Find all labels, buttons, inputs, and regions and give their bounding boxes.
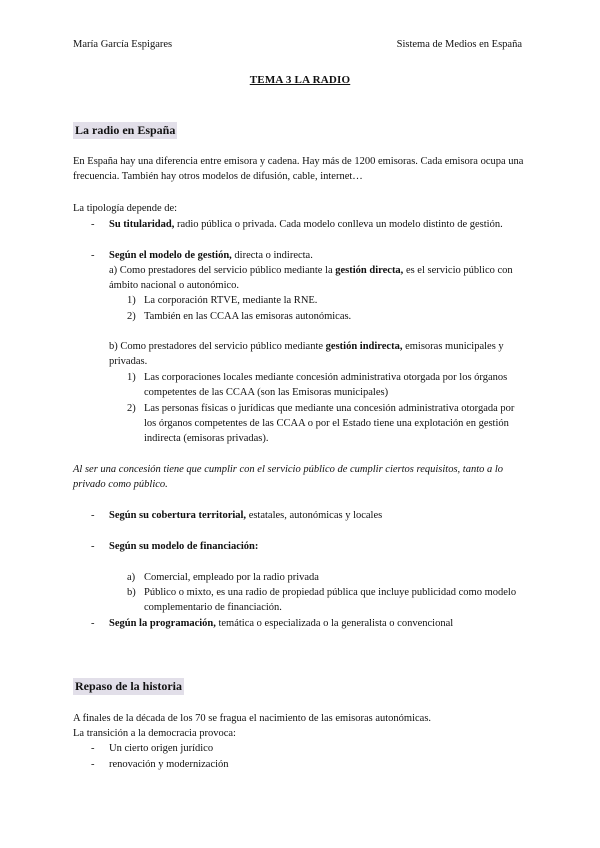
letter-marker: b) xyxy=(127,587,136,598)
num-marker: 2) xyxy=(127,403,136,414)
header-author: María García Espigares xyxy=(73,39,173,50)
section-heading-radio: La radio en España xyxy=(75,123,176,137)
gestion-directa-text xyxy=(109,263,525,293)
gestion-text xyxy=(109,248,525,263)
dash-marker: - xyxy=(91,618,95,629)
directa-item-text: La corporación RTVE, mediante la RNE. xyxy=(144,295,318,306)
dash-marker: - xyxy=(91,541,95,552)
transicion-item-text: renovación y modernización xyxy=(109,759,229,770)
num-marker: 2) xyxy=(127,311,136,322)
dash-marker: - xyxy=(91,510,95,521)
num-marker: 1) xyxy=(127,295,136,306)
dash-marker: - xyxy=(91,250,95,261)
directa-post: es el servicio público con ámbito nacional o autonómico. xyxy=(109,265,513,291)
indirecta-item-text: Las personas físicas o jurídicas que mediante una concesión administrativa otorgada por los órganos competentes de las CCAA o por el Estado tiene una explotación en gestión indirecta (emisoras privadas). xyxy=(144,403,515,444)
programacion-text xyxy=(109,616,525,631)
cobertura-text xyxy=(109,508,525,523)
cobertura-bold: Según su cobertura territorial, xyxy=(109,510,247,521)
gestion-rest: directa o indirecta. xyxy=(231,250,313,261)
financiacion-item-text: Comercial, empleado por la radio privada xyxy=(144,572,319,583)
cobertura-rest: estatales, autonómicas y locales xyxy=(246,510,383,521)
dash-marker: - xyxy=(91,759,95,770)
indirecta-bold: gestión indirecta, xyxy=(325,341,403,352)
historia-intro: A finales de la década de los 70 se fragua el nacimiento de las emisoras autonómicas. xyxy=(73,713,432,724)
header-course: Sistema de Medios en España xyxy=(396,39,522,50)
num-marker: 1) xyxy=(127,372,136,383)
directa-bold: gestión directa, xyxy=(335,265,404,276)
programacion-bold: Según la programación, xyxy=(109,618,216,629)
transicion-item-text: Un cierto origen jurídico xyxy=(109,743,214,754)
titularidad-bold: Su titularidad, xyxy=(109,219,175,230)
gestion-bold: Según el modelo de gestión, xyxy=(109,250,232,261)
titularidad-text xyxy=(109,217,525,232)
gestion-indirecta-text xyxy=(109,339,525,369)
dash-marker: - xyxy=(91,743,95,754)
directa-item-text: También en las CCAA las emisoras autonómicas. xyxy=(144,311,352,322)
programacion-rest: temática o especializada o la generalista o convencional xyxy=(215,618,454,629)
section-heading-historia: Repaso de la historia xyxy=(75,679,183,693)
financiacion-text xyxy=(109,539,525,554)
tipologia-label: La tipología depende de: xyxy=(73,203,178,214)
titularidad-rest: radio pública o privada. Cada modelo conlleva un modelo distinto de gestión. xyxy=(174,219,503,230)
indirecta-item-text: Las corporaciones locales mediante concesión administrativa otorgada por los órganos competentes de las CCAA (son las Emisoras municipales) xyxy=(144,372,508,398)
letter-marker: a) xyxy=(127,572,136,583)
dash-marker: - xyxy=(91,219,95,230)
page-title xyxy=(0,73,600,88)
directa-pre: a) Como prestadores del servicio público mediante la xyxy=(109,265,336,276)
transicion-label: La transición a la democracia provoca: xyxy=(73,728,236,739)
page-title-text: TEMA 3 LA RADIO xyxy=(249,74,351,86)
concesion-note: Al ser una concesión tiene que cumplir con el servicio público de cumplir ciertos requisitos, tanto a lo privado como público. xyxy=(73,464,504,490)
indirecta-pre: b) Como prestadores del servicio público mediante xyxy=(109,341,326,352)
financiacion-bold: Según su modelo de financiación: xyxy=(109,541,259,552)
indirecta-post: emisoras municipales y privadas. xyxy=(109,341,504,367)
financiacion-item-text: Público o mixto, es una radio de propiedad pública que incluye publicidad como modelo complementario de financiación. xyxy=(144,587,517,613)
intro-paragraph: En España hay una diferencia entre emisora y cadena. Hay más de 1200 emisoras. Cada emisora ocupa una frecuencia. También hay otros modelos de difusión, cable, internet… xyxy=(73,156,524,182)
